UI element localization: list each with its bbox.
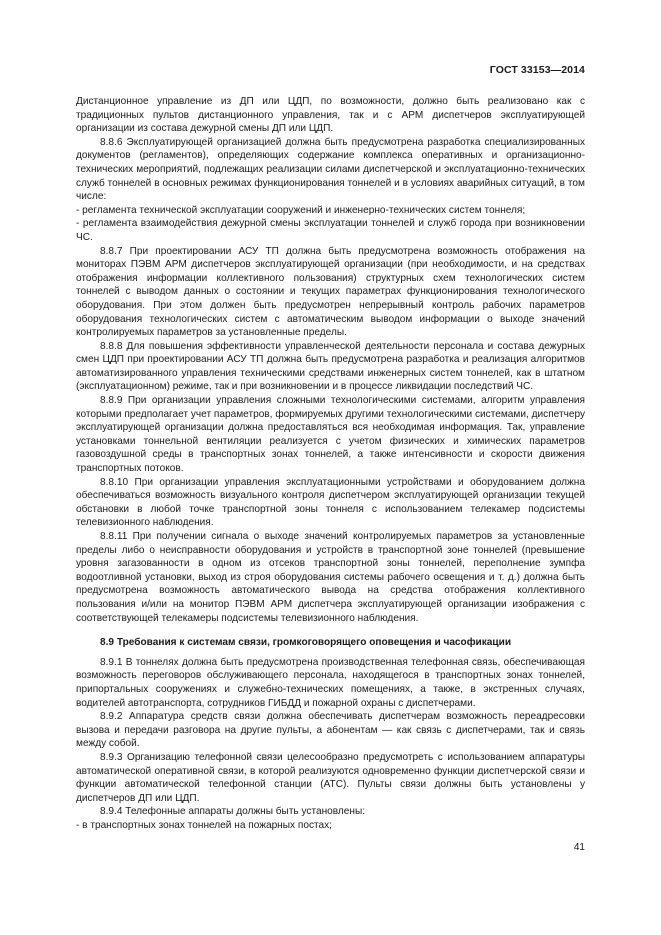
clause-8-9-block	[76, 656, 585, 833]
paragraph: 8.8.9 При организации управления сложными технологическими системами, алгоритм управления которыми предполагает учет параметров, формируемых другими технологическими системами, диспетчеру эксплуатирующей организации должна предоставляться вся необходимая информация. Так, управление установками тоннельной вентиляции реализуется с учетом физических и химических параметров газовоздушной среды в транспортных зонах тоннелей, а также интенсивности и скорости движения транспортных потоков.	[76, 395, 585, 475]
paragraph: 8.9.1 В тоннелях должна быть предусмотрена производственная телефонная связь, обеспечивающая возможность переговоров обслуживающего персонала, находящегося в транспортных зонах тоннелей, припортальных сооружениях и служебно-технических помещениях, а также, в экстренных случаях, водителей автотранспорта, сотрудников ГИБДД и пожарной охраны с диспетчерами.	[76, 656, 585, 709]
paragraph: 8.8.11 При получении сигнала о выходе значений контролируемых параметров за установленные пределы либо о неисправности оборудования и устройств в транспортной зоне тоннелей (превышение уровня загазованности в одном из отсеков транспортной зоны тоннелей, переполнение зумпфа водоотливной установки, выход из строя оборудования системы рабочего освещения и т. д.) должна быть предусмотрена возможность автоматического вывода на средства отображения коллективного пользования и/или на монитор ПЭВМ АРМ диспетчера эксплуатирующей организации изображения с соответствующей телекамеры подсистемы телевизионного наблюдения.	[76, 531, 585, 624]
list-item: - регламента взаимодействия дежурной смены эксплуатации тоннелей и служб города при возникновении ЧС.	[76, 218, 585, 243]
paragraph: 8.8.8 Для повышения эффективности управленческой деятельности персонала и состава дежурных смен ЦДП при проектировании АСУ ТП должна быть предусмотрена разработка и реализация алгоритмов автоматизированного управления техническими средствами инженерных систем тоннелей, как в штатном (эксплуатационном) режиме, так и при возникновении и в процессе ликвидации последствий ЧС.	[76, 340, 585, 393]
page-number: 41	[573, 842, 585, 853]
paragraph: 8.9.4 Телефонные аппараты должны быть установлены:	[100, 806, 366, 818]
paragraph: 8.8.6 Эксплуатирующей организацией должна быть предусмотрена разработка специализированных документов (регламентов), определяющих содержание комплекса оперативных и организационно-технических мероприятий, подлежащих реализации силами диспетчерской и эксплуатационно-технических служб тоннелей в основных режимах функционирования тоннелей и в условиях аварийных ситуаций, в том числе:	[76, 136, 585, 203]
list-item: - регламента технической эксплуатации сооружений и инженерно-технических систем тоннеля;	[76, 204, 526, 216]
paragraph: Дистанционное управление из ДП или ЦДП, по возможности, должно быть реализовано как с традиционных пультов дистанционного управления, так и с АРМ диспетчеров эксплуатирующей организации из состава дежурной смены ДП или ЦДП.	[76, 96, 585, 135]
paragraph: 8.9.3 Организацию телефонной связи целесообразно предусмотреть с использованием аппаратуры автоматической оперативной связи, в которой реализуются одновременно функции диспетчерской связи и функции автоматической телефонной станции (АТС). Пульты связи должны быть установлены у диспетчеров ДП или ЦДП.	[76, 751, 585, 804]
document-id-header: ГОСТ 33153—2014	[489, 64, 585, 76]
paragraph: 8.8.10 При организации управления эксплуатационными устройствами и оборудованием должна обеспечиваться возможность визуального контроля диспетчером эксплуатирующей организации текущей обстановки в любой точке транспортной зоны тоннеля с использованием телекамер подсистемы телевизионного наблюдения.	[76, 476, 585, 529]
clause-8-8-block	[76, 95, 585, 625]
paragraph: 8.9.2 Аппаратура средств связи должна обеспечивать диспетчерам возможность переадресовки вызова и передачи разговора на другие пульты, а абонентам — как связь с диспетчерами, так и связь между собой.	[76, 711, 585, 750]
document-body	[76, 95, 585, 832]
section-heading: 8.9 Требования к системам связи, громкоговорящего оповещения и часофикации	[100, 637, 512, 649]
paragraph: 8.8.7 При проектировании АСУ ТП должна быть предусмотрена возможность отображения на мониторах ПЭВМ АРМ диспетчеров эксплуатирующей организации (при необходимости, и на средствах отображения информации коллективного пользования) структурных схем технологических систем тоннелей с выводом данных о состоянии и текущих параметрах функционирования технологического оборудования. При этом должен быть предусмотрен непрерывный контроль рабочих параметров оборудования технологических систем с автоматическим выводом информации о выходе значений контролируемых параметров за установленные пределы.	[76, 245, 585, 339]
list-item: - в транспортных зонах тоннелей на пожарных постах;	[76, 819, 332, 831]
